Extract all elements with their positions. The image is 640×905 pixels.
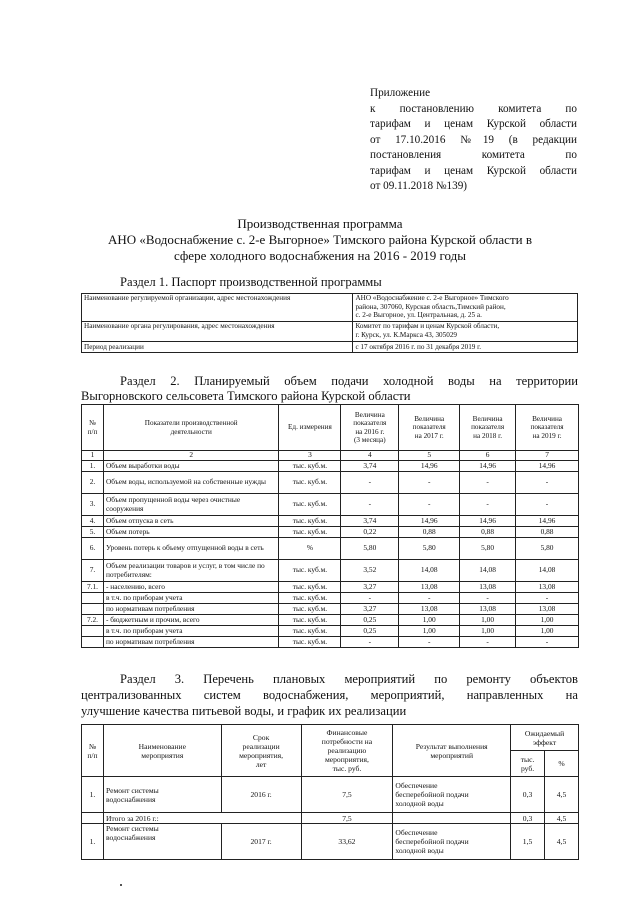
row-indicator: - бюджетным и прочим, всего xyxy=(103,615,279,626)
measure-percent: 4,5 xyxy=(545,777,579,813)
row-number: 5. xyxy=(82,527,104,538)
value-2019: 14,08 xyxy=(516,560,579,582)
col-header xyxy=(399,405,460,451)
header-text: Величина xyxy=(532,414,562,423)
row-indicator: Объем отпуска в сеть xyxy=(103,516,279,527)
value-2019: - xyxy=(516,637,579,648)
scan-speck xyxy=(120,884,122,886)
header-text: Величина xyxy=(414,414,445,423)
row-unit: тыс. куб.м. xyxy=(279,472,341,494)
header-text: мероприятия, xyxy=(239,750,284,760)
passport-value xyxy=(353,294,578,322)
value-2018: - xyxy=(460,637,516,648)
appendix-line: тарифам и ценам Курской области xyxy=(370,118,577,130)
row-number xyxy=(82,593,104,604)
header-text: на 2016 г. xyxy=(355,427,385,436)
title-line: Производственная программа xyxy=(237,216,403,231)
row-unit: тыс. куб.м. xyxy=(279,527,341,538)
row-number: 6. xyxy=(82,538,104,560)
value-2016: 0,22 xyxy=(341,527,399,538)
section2-heading xyxy=(120,374,578,390)
table-row xyxy=(82,626,579,637)
value-2018: - xyxy=(460,472,516,494)
row-indicator: в т.ч. по приборам учета xyxy=(103,593,279,604)
value-2017: - xyxy=(399,637,460,648)
value-2017: - xyxy=(399,593,460,604)
row-unit: тыс. куб.м. xyxy=(279,494,341,516)
col-header: Ед. измерения xyxy=(279,405,341,451)
header-text: Финансовые xyxy=(326,728,368,737)
table-row xyxy=(82,824,579,860)
col-header xyxy=(82,405,104,451)
row-number: 1. xyxy=(82,461,104,472)
header-text: на 2018 г. xyxy=(473,431,503,440)
value-2019: 5,80 xyxy=(516,538,579,560)
header-text: Ожидаемый xyxy=(524,728,565,738)
measure-name xyxy=(103,824,221,860)
header-text: Величина xyxy=(354,410,385,419)
value-2017: 14,96 xyxy=(399,461,460,472)
col-header xyxy=(511,725,579,751)
passport-value-line: г. Курск, ул. К.Маркса 43, 305029 xyxy=(355,330,458,339)
row-indicator: Объем воды, используемой на собственные нужды xyxy=(103,472,279,494)
value-2019: 1,00 xyxy=(516,615,579,626)
header-text: № xyxy=(88,741,97,751)
value-2017: 1,00 xyxy=(399,626,460,637)
table-row xyxy=(82,294,578,322)
row-unit: тыс. куб.м. xyxy=(279,604,341,615)
measure-result xyxy=(393,777,511,813)
measure-finance: 7,5 xyxy=(301,777,393,813)
col-header: % xyxy=(545,751,579,777)
value-2016: - xyxy=(341,637,399,648)
row-unit: тыс. куб.м. xyxy=(279,516,341,527)
column-number: 6 xyxy=(460,451,516,461)
col-header xyxy=(221,725,301,777)
value-2016: 0,25 xyxy=(341,615,399,626)
col-header xyxy=(516,405,579,451)
title-line: сфере холодного водоснабжения на 2016 - 2019 годы xyxy=(173,248,467,263)
appendix-line: тарифам и ценам Курской области xyxy=(370,164,577,177)
table-row xyxy=(82,582,579,593)
table-header-row xyxy=(82,405,579,451)
measure-name-line: Ремонт системы xyxy=(105,785,159,795)
total-finance: 7,5 xyxy=(301,813,393,824)
section3-heading-2 xyxy=(81,688,578,719)
column-number: 5 xyxy=(399,451,460,461)
table-row xyxy=(82,777,579,813)
value-2018: - xyxy=(460,494,516,516)
col-header xyxy=(301,725,393,777)
total-label: Итого за 2016 г.: xyxy=(103,813,301,824)
column-number: 3 xyxy=(279,451,341,461)
row-unit: тыс. куб.м. xyxy=(279,560,341,582)
value-2019: - xyxy=(516,472,579,494)
header-text: на 2019 г. xyxy=(532,431,562,440)
col-header xyxy=(103,725,221,777)
row-indicator: - населению, всего xyxy=(103,582,279,593)
passport-value: с 17 октября 2016 г. по 31 декабря 2019 г. xyxy=(353,342,578,353)
measure-result-line: холодной воды xyxy=(395,799,444,808)
row-indicator: Объем выработки воды xyxy=(103,461,279,472)
table-row xyxy=(82,322,578,342)
header-text: Наименование xyxy=(138,741,186,751)
measure-name-line: Ремонт системы xyxy=(105,824,159,833)
value-2019: 1,00 xyxy=(516,626,579,637)
row-number: 1. xyxy=(82,777,104,813)
passport-label: Период реализации xyxy=(82,342,353,353)
passport-value-line: с. 2-е Выгорное, ул. Центральная, д. 25 а. xyxy=(355,311,482,319)
measure-result xyxy=(393,824,511,860)
row-number: 3. xyxy=(82,494,104,516)
col-header xyxy=(393,725,511,777)
measure-percent: 4,5 xyxy=(545,824,579,860)
appendix-line: Приложение xyxy=(370,87,431,99)
header-text: мероприятия xyxy=(141,750,184,760)
measure-result-line: Обеспечение xyxy=(395,828,438,837)
row-unit: % xyxy=(279,538,341,560)
total-percent: 4,5 xyxy=(545,813,579,824)
row-indicator: по нормативам потребления xyxy=(103,604,279,615)
header-text: показателя xyxy=(471,423,505,432)
section1-heading xyxy=(120,275,540,291)
row-unit: тыс. куб.м. xyxy=(279,615,341,626)
table-row xyxy=(82,604,579,615)
header-text: Показатели производственной xyxy=(144,419,238,428)
value-2019: 13,08 xyxy=(516,604,579,615)
section2-heading-line: Раздел 2. Планируемый объем подачи холодной воды на территории xyxy=(120,374,578,388)
value-2016: - xyxy=(341,593,399,604)
row-number: 4. xyxy=(82,516,104,527)
value-2017: 14,08 xyxy=(399,560,460,582)
section3-heading xyxy=(120,672,578,688)
header-text: показателя xyxy=(353,419,387,428)
value-2016: - xyxy=(341,472,399,494)
value-2018: - xyxy=(460,593,516,604)
col-header xyxy=(460,405,516,451)
measure-year: 2016 г. xyxy=(221,777,301,813)
value-2019: 14,96 xyxy=(516,516,579,527)
value-2016: 3,27 xyxy=(341,582,399,593)
header-text: потребности на xyxy=(321,737,373,746)
row-number: 7. xyxy=(82,560,104,582)
appendix-line: от 17.10.2016 №19 (в редакции xyxy=(370,133,577,146)
table-row xyxy=(82,538,579,560)
table-row xyxy=(82,593,579,604)
row-indicator: Объем реализации товаров и услуг, в том числе по потребителям: xyxy=(103,560,279,582)
measure-result-line: Обеспечение xyxy=(395,781,438,790)
column-number: 2 xyxy=(103,451,279,461)
appendix-line: к постановлению комитета по xyxy=(370,102,577,115)
header-text: Величина xyxy=(472,414,503,423)
value-2017: - xyxy=(399,494,460,516)
appendix-line: от 09.11.2018 №139) xyxy=(370,180,468,192)
col-header xyxy=(103,405,279,451)
measure-effect: 1,5 xyxy=(511,824,545,860)
header-text: тыс. руб. xyxy=(332,764,362,773)
measure-name-line: водоснабжения xyxy=(105,833,156,842)
col-header xyxy=(511,751,545,777)
row-number xyxy=(82,626,104,637)
value-2016: 3,27 xyxy=(341,604,399,615)
header-text: п/п xyxy=(87,427,98,436)
measure-name xyxy=(103,777,221,813)
title-line: АНО «Водоснабжение с. 2-е Выгорное» Тимского района Курской области в xyxy=(108,232,532,247)
row-number xyxy=(82,604,104,615)
measure-year: 2017 г. xyxy=(221,824,301,860)
section2-heading-2 xyxy=(81,389,578,405)
value-2018: 13,08 xyxy=(460,582,516,593)
passport-value-line: Комитет по тарифам и ценам Курской области, xyxy=(355,322,500,330)
row-unit: тыс. куб.м. xyxy=(279,626,341,637)
header-text: показателя xyxy=(530,423,564,432)
value-2017: 13,08 xyxy=(399,582,460,593)
value-2016: 3,52 xyxy=(341,560,399,582)
header-text: на 2017 г. xyxy=(414,431,444,440)
column-number-row xyxy=(82,451,579,461)
row-indicator: в т.ч. по приборам учета xyxy=(103,626,279,637)
row-unit: тыс. куб.м. xyxy=(279,582,341,593)
row-indicator: по нормативам потребления xyxy=(103,637,279,648)
value-2019: 14,96 xyxy=(516,461,579,472)
section3-heading-line: Раздел 3. Перечень плановых мероприятий по ремонту объектов xyxy=(120,672,578,686)
table-row xyxy=(82,494,579,516)
col-header xyxy=(341,405,399,451)
value-2016: - xyxy=(341,494,399,516)
row-indicator: Объем потерь xyxy=(103,527,279,538)
column-number: 1 xyxy=(82,451,104,461)
header-text: показателя xyxy=(412,423,446,432)
document-title xyxy=(70,216,570,264)
passport-value xyxy=(353,322,578,342)
value-2016: 3,74 xyxy=(341,516,399,527)
value-2018: 14,96 xyxy=(460,461,516,472)
col-header xyxy=(82,725,104,777)
value-2018: 14,08 xyxy=(460,560,516,582)
measure-effect: 0,3 xyxy=(511,777,545,813)
measure-result-line: холодной воды xyxy=(395,846,444,855)
value-2019: - xyxy=(516,593,579,604)
column-number: 4 xyxy=(341,451,399,461)
measures-table xyxy=(81,724,579,860)
measure-name-line: водоснабжения xyxy=(105,794,156,804)
header-text: реализацию xyxy=(327,746,367,755)
section3-heading-line: улучшение качества питьевой воды, и график их реализации xyxy=(81,703,407,718)
empty-cell xyxy=(82,813,104,824)
passport-value-line: АНО «Водоснабжение с. 2-е Выгорное» Тимского xyxy=(355,294,509,302)
header-text: лет xyxy=(255,759,267,769)
value-2017: 5,80 xyxy=(399,538,460,560)
total-effect: 0,3 xyxy=(511,813,545,824)
value-2017: 0,88 xyxy=(399,527,460,538)
passport-value-line: района, 307060, Курская область,Тимский район, xyxy=(355,302,506,311)
empty-cell xyxy=(393,813,511,824)
header-text: эффект xyxy=(532,737,557,747)
passport-label: Наименование регулируемой организации, адрес местонахождения xyxy=(82,294,353,322)
row-number: 7.2. xyxy=(82,615,104,626)
row-unit: тыс. куб.м. xyxy=(279,593,341,604)
header-text: реализации xyxy=(242,741,280,751)
volume-table xyxy=(81,404,579,648)
table-row xyxy=(82,637,579,648)
value-2016: 5,80 xyxy=(341,538,399,560)
header-text: (3 месяца) xyxy=(353,435,386,444)
passport-table xyxy=(81,293,578,353)
section1-heading-text: Раздел 1. Паспорт производственной программы xyxy=(120,275,382,289)
value-2018: 13,08 xyxy=(460,604,516,615)
row-unit: тыс. куб.м. xyxy=(279,637,341,648)
row-number: 1. xyxy=(82,824,104,860)
row-unit: тыс. куб.м. xyxy=(279,461,341,472)
header-text: мероприятий xyxy=(430,750,474,760)
table-row xyxy=(82,461,579,472)
appendix-block xyxy=(370,86,577,195)
row-number xyxy=(82,637,104,648)
header-text: тыс. xyxy=(520,754,535,764)
table-row xyxy=(82,615,579,626)
value-2017: 1,00 xyxy=(399,615,460,626)
header-text: п/п xyxy=(87,750,98,760)
value-2017: - xyxy=(399,472,460,494)
table-row xyxy=(82,516,579,527)
value-2018: 5,80 xyxy=(460,538,516,560)
value-2016: 3,74 xyxy=(341,461,399,472)
value-2019: 0,88 xyxy=(516,527,579,538)
table-row xyxy=(82,527,579,538)
appendix-line: постановления комитета по xyxy=(370,149,577,161)
value-2019: - xyxy=(516,494,579,516)
passport-label: Наименование органа регулирования, адрес местонахождения xyxy=(82,322,353,342)
header-text: Результат выполнения xyxy=(415,741,488,751)
table-header-row xyxy=(82,725,579,751)
table-row xyxy=(82,560,579,582)
measure-result-line: бесперебойной подачи xyxy=(395,790,469,799)
value-2018: 1,00 xyxy=(460,615,516,626)
value-2017: 13,08 xyxy=(399,604,460,615)
section3-heading-line: централизованных систем водоснабжения, мероприятий, направленных на xyxy=(81,688,578,702)
header-text: мероприятия, xyxy=(324,755,369,764)
table-row xyxy=(82,472,579,494)
header-text: Срок xyxy=(252,732,270,742)
section2-heading-line: Выгорновского сельсовета Тимского района Курской области xyxy=(81,389,411,403)
measure-result-line: бесперебойной подачи xyxy=(395,837,469,846)
table-total-row xyxy=(82,813,579,824)
table-row xyxy=(82,342,578,353)
value-2018: 14,96 xyxy=(460,516,516,527)
row-number: 2. xyxy=(82,472,104,494)
row-indicator: Объем пропущенной воды через очистные сооружения xyxy=(103,494,279,516)
value-2018: 0,88 xyxy=(460,527,516,538)
value-2017: 14,96 xyxy=(399,516,460,527)
value-2018: 1,00 xyxy=(460,626,516,637)
value-2019: 13,08 xyxy=(516,582,579,593)
row-indicator: Уровень потерь к объему отпущенной воды в сеть xyxy=(103,538,279,560)
column-number: 7 xyxy=(516,451,579,461)
header-text: руб. xyxy=(520,763,535,773)
value-2016: 0,25 xyxy=(341,626,399,637)
header-text: деятельности xyxy=(170,427,212,436)
measure-finance: 33,62 xyxy=(301,824,393,860)
header-text: № xyxy=(89,419,96,428)
row-number: 7.1. xyxy=(82,582,104,593)
